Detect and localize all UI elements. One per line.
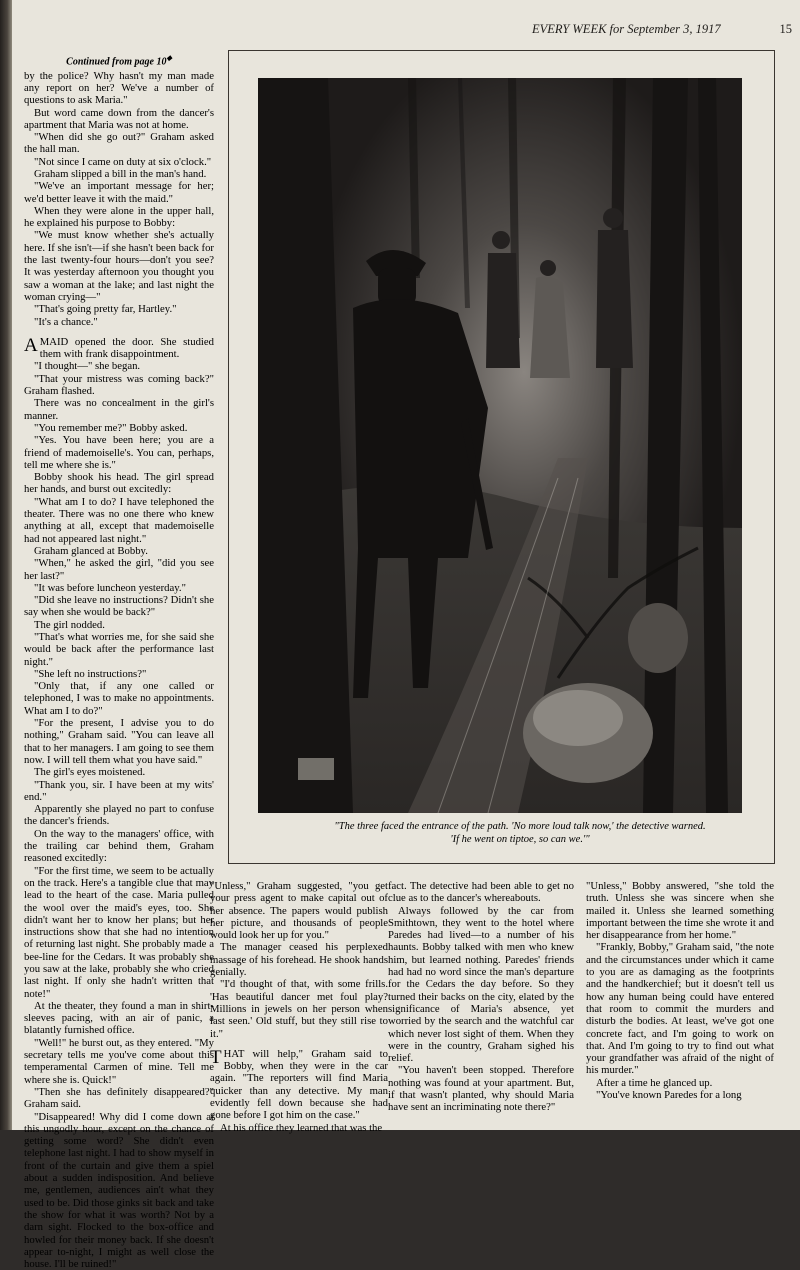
- paragraph: The manager ceased his perplexed massage of his forehead. He shook hands genially.: [210, 941, 388, 979]
- paragraph: "We've an important message for her; we'd better leave it with the maid.": [24, 180, 214, 205]
- paragraph: At his office they learned that was the: [220, 1121, 383, 1134]
- running-header: [532, 22, 792, 38]
- paragraph: After a time he glanced up.: [596, 1076, 713, 1089]
- paragraph: At the theater, they found a man in shirt-sleeves pacing, with an air of panic, a blatantly furnished office.: [24, 999, 214, 1037]
- illustration-caption: "The three faced the entrance of the path. 'No more loud talk now,' the detective warned. 'If he went on tiptoe, so can we.'": [334, 821, 706, 845]
- drop-cap: T: [210, 1046, 222, 1068]
- column-3: [388, 880, 574, 1114]
- section-opening: AMAID opened the door. She studied them with frank disappointment.: [24, 334, 214, 361]
- paragraph: "When," he asked the girl, "did you see her last?": [24, 557, 214, 582]
- column-1: [24, 52, 214, 1270]
- paragraph: fact. The detective had been able to get no clue as to the dancer's whereabouts.: [388, 880, 574, 905]
- paragraph: "That's what worries me, for she said she would be back after the performance last night.": [24, 630, 214, 668]
- column-2: [210, 880, 388, 1134]
- paragraph: On the way to the managers' office, with the trailing car behind them, Graham reasoned excitedly:: [24, 827, 214, 865]
- page-number: 15: [779, 22, 792, 36]
- drop-cap: A: [24, 334, 38, 356]
- paragraph: "Only that, if any one called or telephoned, I was to make no appointments. What am I to do?": [24, 680, 214, 717]
- forest-illustration: [258, 78, 742, 813]
- paragraph: "You haven't been stopped. Therefore nothing was found at your apartment. But, if that wasn't planted, why should Maria have sent an incriminating note there?": [388, 1064, 574, 1114]
- paragraph: by the police? Why hasn't my man made any report on her? We've a number of questions to ask Maria.": [24, 69, 214, 107]
- paragraph: "Unless," Bobby answered, "she told the truth. Unless she was sincere when she mailed it. Unless she learned something important between the time she wrote it and her disappearance from her home.": [586, 880, 774, 942]
- paragraph: "Frankly, Bobby," Graham said, "the note and the circumstances under which it came to you are as damaging as the footprints and the handkerchief; but it doesn't tell us how any human being could have entered that room to commit the murders and disturb the bodies. At least, we've got one concrete fact, and I'm going to work on that. And I'm going to try to find out what your grandfather was afraid of the night of his murder.": [586, 941, 774, 1077]
- book-spine: [0, 0, 12, 1130]
- paragraph: "That's going pretty far, Hartley.": [34, 303, 177, 316]
- continued-note: Continued from page 10◆: [66, 54, 172, 68]
- paragraph: "Unless," Graham suggested, "you get your press agent to make capital out of her absence. The papers would publish her picture, and thousands of people would look her up for you.": [210, 880, 388, 942]
- column-4: [586, 880, 774, 1101]
- paragraph: The girl's eyes moistened.: [34, 766, 146, 779]
- paragraph: "Disappeared! Why did I come down at this ungodly hour, except on the chance of getting some word? She didn't even telephone last night. I had to show myself in front of the curtain and give them a spiel about a sudden indisposition. And believe me, gentlemen, audiences ain't what they used to be. Did those ginks sit back and take the show for what it was worth? Not by a darn sight. Flocked to the box-office and howled for their money back. If she doesn't appear to-night, I might as well close the house. I'll be ruined!": [24, 1110, 214, 1270]
- paragraph: "Not since I came on duty at six o'clock.": [34, 155, 212, 168]
- paragraph: "Well!" he burst out, as they entered. "My secretary tells me you've come about this temperamental Carmen of mine. Tell me where she is. Quick!": [24, 1036, 214, 1086]
- paragraph: But word came down from the dancer's apartment that Maria was not at home.: [24, 106, 214, 131]
- paragraph: "You remember me?" Bobby asked.: [34, 421, 188, 434]
- paragraph: There was no concealment in the girl's manner.: [24, 397, 214, 422]
- paragraph: "Yes. You have been here; you are a friend of mademoiselle's. You can, perhaps, tell me where she is.": [24, 434, 214, 471]
- paragraph: "For the present, I advise you to do nothing," Graham said. "You can leave all that to her managers. I am going to see them now. I will tell them what you have said.": [24, 717, 214, 766]
- paragraph: "Did she leave no instructions? Didn't she say when she would be back?": [24, 594, 214, 619]
- paragraph: Always followed by the car from Smithtown, they went to the hotel where Paredes had lived—to a number of his haunts. Bobby talked with men who knew him, but learned nothing. Paredes' friends had had no word since the man's departure for the Cedars the day before. So they turned their backs on the city, elated by the significance of Maria's absence, yet worried by the search and the watchful car which never lost sight of them. When they were in the country, Graham sighed his relief.: [388, 904, 574, 1065]
- paragraph: "We must know whether she's actually here. If she isn't—if she hasn't been back for the last twenty-four hours—don't you see? It was yesterday afternoon you thought you saw a woman at the lake; and last night the woman crying—": [24, 229, 214, 303]
- paragraph: "I'd thought of that, with some frills. 'Has beautiful dancer met foul play? Millions in jewels on her person when last seen.' Old stuff, but they still rise to it.": [210, 978, 388, 1040]
- illustration-drawing: [258, 78, 742, 813]
- paragraph: Bobby shook his head. The girl spread her hands, and burst out excitedly:: [24, 471, 214, 496]
- paragraph: Graham slipped a bill in the man's hand.: [34, 168, 207, 180]
- paragraph: "It was before luncheon yesterday.": [34, 581, 186, 594]
- paragraph: Apparently she played no part to confuse the dancer's friends.: [24, 803, 214, 828]
- artist-signature-mark: [298, 758, 334, 780]
- story-text-part-1: [24, 70, 214, 328]
- paragraph: "When did she go out?" Graham asked the hall man.: [24, 131, 214, 156]
- section-opening: THAT will help," Graham said to Bobby, when they were in the car again. "The reporters will find Maria quicker than any detective. My man evidently fell down because she had gone before I got him on the case.": [210, 1046, 388, 1122]
- paragraph: "For the first time, we seem to be actually on the track. Here's a tangible clue that may lead to the heart of the case. Maria pulled the wool over the maid's eyes, too. She didn't want her to know her plans; but her instructions show that she had no intention of returning last night. She probably made a bee-line for the Cedars. It was probably she you saw at the lake, probably she who cried last night. If only she hadn't written that note!": [24, 864, 214, 1000]
- paragraph: "I thought—" she began.: [34, 360, 141, 373]
- paragraph: "She left no instructions?": [34, 667, 147, 680]
- paragraph: "It's a chance.": [34, 315, 98, 328]
- paragraph: "You've known Paredes for a long: [596, 1089, 742, 1102]
- paragraph: The girl nodded.: [34, 618, 105, 631]
- paragraph: "What am I to do? I have telephoned the theater. There was no one there who knew anything at all, except that mademoiselle had not appeared last night.": [24, 495, 214, 545]
- paragraph: "Then she has definitely disappeared?" Graham said.: [24, 1085, 214, 1111]
- paragraph: "That your mistress was coming back?" Graham flashed.: [24, 372, 214, 398]
- magazine-title: EVERY WEEK for September 3, 1917: [532, 22, 721, 36]
- paragraph: "Thank you, sir. I have been at my wits' end.": [24, 778, 214, 803]
- paragraph: When they were alone in the upper hall, he explained his purpose to Bobby:: [24, 204, 214, 230]
- paragraph: Graham glanced at Bobby.: [34, 544, 148, 557]
